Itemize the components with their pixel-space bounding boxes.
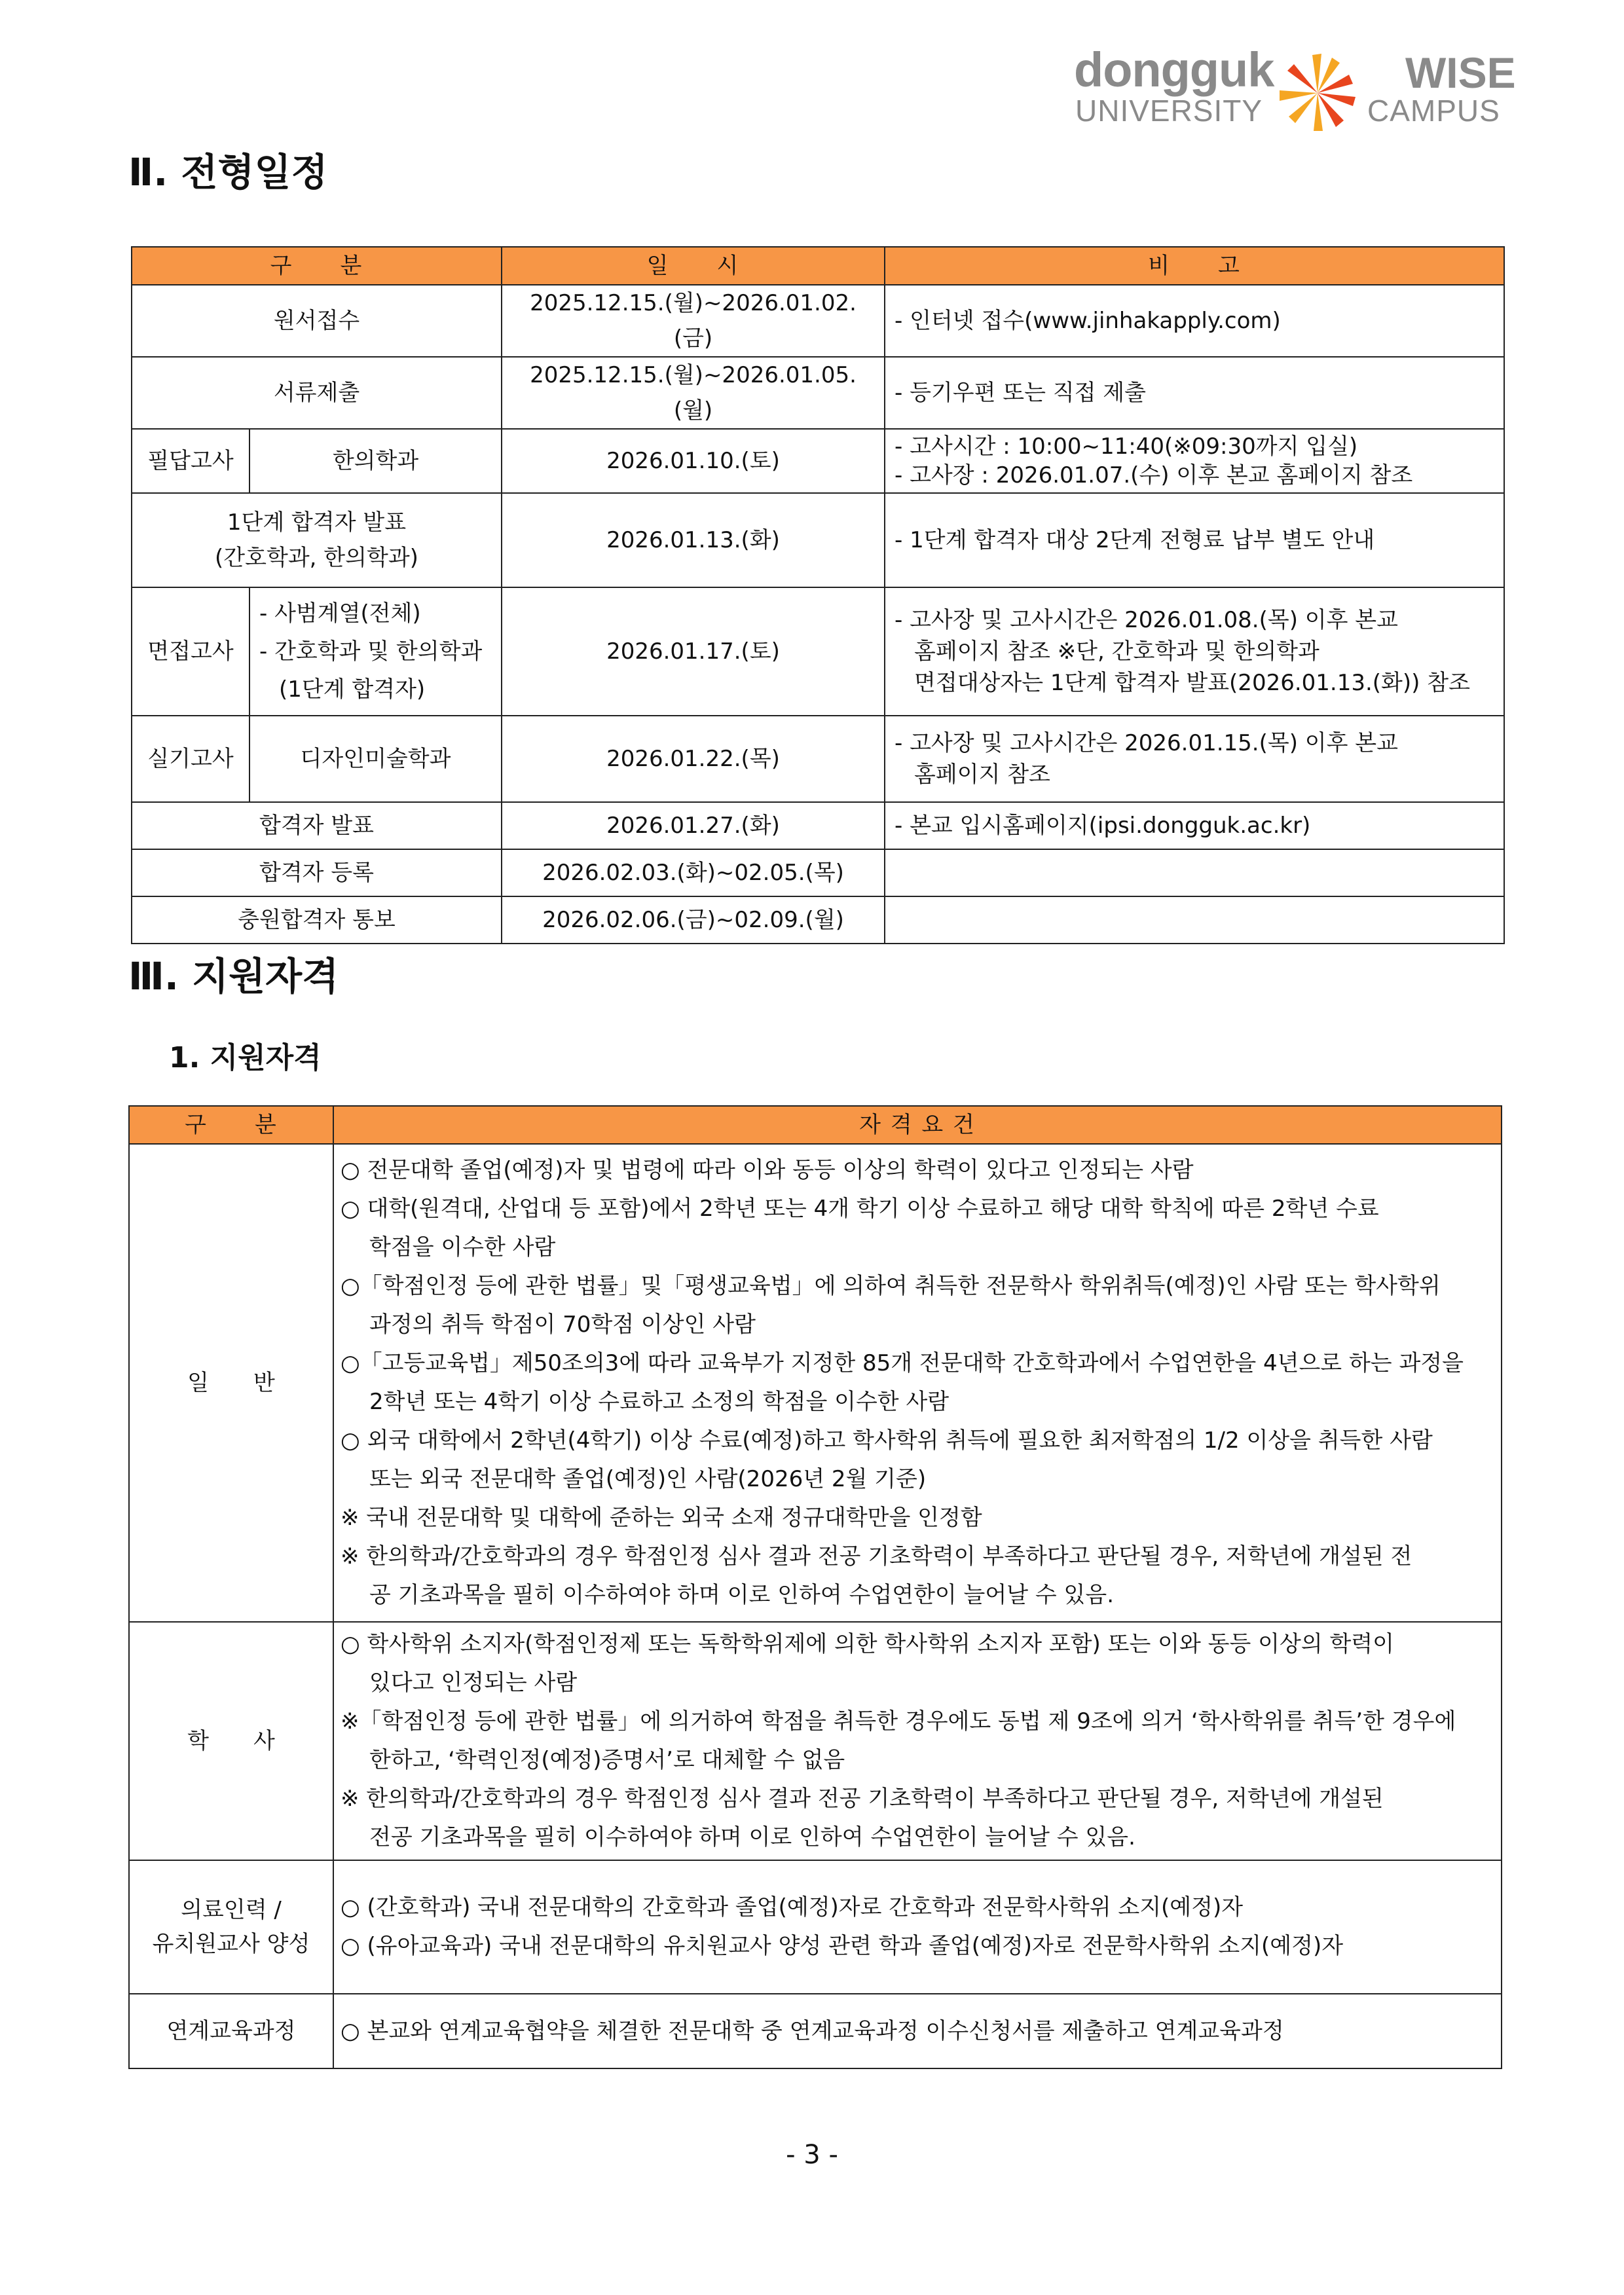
eligibility-requirements	[333, 1994, 1502, 2068]
eligibility-label	[129, 1860, 333, 1994]
table-row	[132, 429, 1504, 493]
schedule-note	[885, 716, 1504, 802]
requirement-line: 전공 기초과목을 필히 이수하여야 하며 이로 인하여 수업연한이 늘어날 수 있음.	[369, 1824, 1135, 1850]
table-row	[132, 802, 1504, 849]
label-line: 의료인력 /	[181, 1897, 282, 1923]
note-line: 홈페이지 참조 ※단, 간호학과 및 한의학과	[914, 638, 1320, 665]
section-2-title: Ⅱ. 전형일정	[128, 150, 328, 194]
table-row	[129, 1860, 1502, 1994]
schedule-date: 2025.12.15.(월)~2026.01.02.(금)	[502, 285, 885, 357]
requirement-line: 있다고 인정되는 사람	[369, 1670, 578, 1696]
eligibility-header-requirements: 자 격 요 건	[333, 1106, 1502, 1144]
schedule-label: 실기고사	[132, 716, 249, 802]
schedule-note: - 등기우편 또는 직접 제출	[885, 357, 1504, 429]
requirement-line: ○ 학사학위 소지자(학점인정제 또는 독학학위제에 의한 학사학위 소지자 포함) 또는 이와 동등 이상의 학력이	[341, 1631, 1394, 1657]
page-number: - 3 -	[786, 2140, 838, 2170]
note-line: - 고사시간 : 10:00~11:40(※09:30까지 입실)	[895, 433, 1358, 460]
requirement-line: ※ 국내 전문대학 및 대학에 준하는 외국 소재 정규대학만을 인정함	[341, 1505, 982, 1531]
schedule-note	[885, 429, 1504, 493]
schedule-label: 합격자 발표	[132, 802, 502, 849]
note-line: - 고사장 및 고사시간은 2026.01.15.(목) 이후 본교	[895, 730, 1398, 756]
schedule-note: - 본교 입시홈페이지(ipsi.dongguk.ac.kr)	[885, 802, 1504, 849]
schedule-date: 2026.01.27.(화)	[502, 802, 885, 849]
schedule-header-row	[132, 247, 1504, 285]
schedule-header-date: 일 시	[502, 247, 885, 285]
eligibility-header-category: 구 분	[129, 1106, 333, 1144]
requirement-line: 공 기초과목을 필히 이수하여야 하며 이로 인하여 수업연한이 늘어날 수 있음.	[369, 1582, 1115, 1608]
table-row	[132, 493, 1504, 587]
eligibility-label: 학 사	[129, 1622, 333, 1860]
table-row	[132, 716, 1504, 802]
schedule-note	[885, 587, 1504, 716]
requirement-line: 학점을 이수한 사람	[369, 1234, 556, 1260]
schedule-date: 2026.01.10.(토)	[502, 429, 885, 493]
section-3-title: Ⅲ. 지원자격	[128, 954, 339, 999]
requirement-line: ※ 한의학과/간호학과의 경우 학점인정 심사 결과 전공 기초학력이 부족하다고 판단될 경우, 저학년에 개설된	[341, 1786, 1384, 1812]
schedule-table	[131, 246, 1505, 944]
schedule-note: - 1단계 합격자 대상 2단계 전형료 납부 별도 안내	[885, 493, 1504, 587]
logo-name-top: dongguk	[1074, 43, 1274, 97]
table-row	[132, 285, 1504, 357]
requirement-line: 또는 외국 전문대학 졸업(예정)인 사람(2026년 2월 기준)	[369, 1466, 927, 1492]
schedule-label: 충원합격자 통보	[132, 896, 502, 944]
eligibility-requirements	[333, 1860, 1502, 1994]
sublabel-line: - 간호학과 및 한의학과	[259, 638, 483, 665]
requirement-line: ○ (유아교육과) 국내 전문대학의 유치원교사 양성 관련 학과 졸업(예정)자로 전문학사학위 소지(예정)자	[341, 1933, 1344, 1959]
table-row	[132, 357, 1504, 429]
requirement-line: ○ 본교와 연계교육협약을 체결한 전문대학 중 연계교육과정 이수신청서를 제출하고 연계교육과정	[341, 2017, 1284, 2044]
note-line: - 고사장 : 2026.01.07.(수) 이후 본교 홈페이지 참조	[895, 462, 1413, 488]
logo-name-bottom: UNIVERSITY	[1075, 94, 1263, 128]
table-row	[129, 1622, 1502, 1860]
table-row	[129, 1994, 1502, 2068]
requirement-line: ○ 전문대학 졸업(예정)자 및 법령에 따라 이와 동등 이상의 학력이 있다고 인정되는 사람	[341, 1157, 1194, 1183]
table-row	[132, 896, 1504, 944]
eligibility-label: 연계교육과정	[129, 1994, 333, 2068]
eligibility-header-row	[129, 1106, 1502, 1144]
schedule-note	[885, 896, 1504, 944]
sublabel-line: - 사범계열(전체)	[259, 600, 421, 627]
requirement-line: ※ 한의학과/간호학과의 경우 학점인정 심사 결과 전공 기초학력이 부족하다고 판단될 경우, 저학년에 개설된 전	[341, 1543, 1412, 1570]
requirement-line: ○「학점인정 등에 관한 법률」및「평생교육법」에 의하여 취득한 전문학사 학위취득(예정)인 사람 또는 학사학위	[341, 1273, 1441, 1299]
section-3-subtitle: 1. 지원자격	[169, 1041, 322, 1074]
schedule-label	[132, 493, 502, 587]
schedule-header-category: 구 분	[132, 247, 502, 285]
schedule-date: 2026.02.03.(화)~02.05.(목)	[502, 849, 885, 896]
sublabel-line: (1단계 합격자)	[279, 676, 426, 703]
eligibility-requirements	[333, 1144, 1502, 1622]
schedule-label: 합격자 등록	[132, 849, 502, 896]
schedule-sublabel	[249, 587, 502, 716]
schedule-header-note: 비 고	[885, 247, 1504, 285]
requirement-line: ○ 대학(원격대, 산업대 등 포함)에서 2학년 또는 4개 학기 이상 수료하고 해당 대학 학칙에 따른 2학년 수료	[341, 1196, 1379, 1222]
requirement-line: ○ 외국 대학에서 2학년(4학기) 이상 수료(예정)하고 학사학위 취득에 필요한 최저학점의 1/2 이상을 취득한 사람	[341, 1427, 1433, 1454]
note-line: - 고사장 및 고사시간은 2026.01.08.(목) 이후 본교	[895, 607, 1398, 633]
logo-campus-top: WISE	[1405, 48, 1516, 97]
label-line: 유치원교사 양성	[152, 1931, 310, 1957]
eligibility-label: 일 반	[129, 1144, 333, 1622]
university-logo	[1074, 43, 1516, 131]
schedule-date: 2026.02.06.(금)~02.09.(월)	[502, 896, 885, 944]
table-row	[129, 1144, 1502, 1622]
label-line: (간호학과, 한의학과)	[215, 545, 418, 571]
table-row	[132, 587, 1504, 716]
logo-mark-icon	[1270, 42, 1369, 140]
requirement-line: 한하고, ‘학력인정(예정)증명서’로 대체할 수 없음	[369, 1747, 845, 1773]
requirement-line: 2학년 또는 4학기 이상 수료하고 소정의 학점을 이수한 사람	[369, 1389, 950, 1415]
eligibility-table	[128, 1105, 1502, 2069]
eligibility-requirements	[333, 1622, 1502, 1860]
schedule-note	[885, 849, 1504, 896]
schedule-label: 필답고사	[132, 429, 249, 493]
schedule-sublabel: 디자인미술학과	[249, 716, 502, 802]
schedule-note: - 인터넷 접수(www.jinhakapply.com)	[885, 285, 1504, 357]
requirement-line: ※「학점인정 등에 관한 법률」에 의거하여 학점을 취득한 경우에도 동법 제 9조에 의거 ‘학사학위를 취득’한 경우에	[341, 1708, 1456, 1735]
note-line: 홈페이지 참조	[914, 762, 1050, 788]
label-line: 1단계 합격자 발표	[227, 509, 407, 536]
schedule-sublabel: 한의학과	[249, 429, 502, 493]
requirement-line: ○ (간호학과) 국내 전문대학의 간호학과 졸업(예정)자로 간호학과 전문학사학위 소지(예정)자	[341, 1894, 1244, 1920]
table-row	[132, 849, 1504, 896]
schedule-date: 2025.12.15.(월)~2026.01.05.(월)	[502, 357, 885, 429]
schedule-label: 면접고사	[132, 587, 249, 716]
requirement-line: 과정의 취득 학점이 70학점 이상인 사람	[369, 1312, 756, 1338]
note-line: 면접대상자는 1단계 합격자 발표(2026.01.13.(화)) 참조	[914, 670, 1470, 696]
schedule-label: 원서접수	[132, 285, 502, 357]
schedule-date: 2026.01.22.(목)	[502, 716, 885, 802]
schedule-date: 2026.01.17.(토)	[502, 587, 885, 716]
schedule-label: 서류제출	[132, 357, 502, 429]
schedule-date: 2026.01.13.(화)	[502, 493, 885, 587]
requirement-line: ○「고등교육법」제50조의3에 따라 교육부가 지정한 85개 전문대학 간호학과에서 수업연한을 4년으로 하는 과정을	[341, 1350, 1464, 1376]
logo-campus-bottom: CAMPUS	[1367, 94, 1500, 128]
